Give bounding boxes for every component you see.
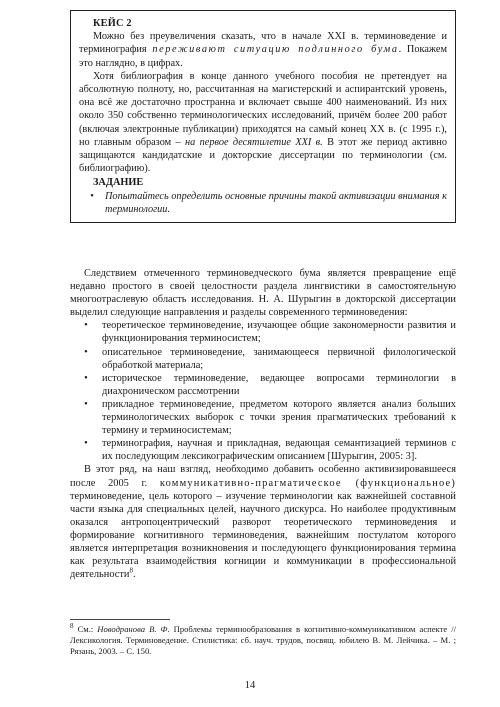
list-item-text: историческое терминоведение, ведающее вопросами терминологии в диахроническом рассмотрении (102, 372, 456, 397)
list-item-text: прикладное терминоведение, предметом которого является анализ больших терминологических выборок с точки зрения прагматических требований к термину и терминосистемам; (102, 398, 456, 437)
bullet-icon: • (84, 320, 88, 332)
case-emphasis: переживают ситуацию подлинного бума (152, 44, 399, 56)
list-item-text: описательное терминоведение, занимающееся первичной филологической обработкой материала; (102, 346, 456, 371)
case-text: . Покажем это наглядно, в цифрах. (79, 44, 447, 69)
paragraph-text: . (132, 569, 136, 581)
bullet-icon: • (84, 346, 88, 358)
list-item-text: терминография, научная и прикладная, ведающая семантизацией терминов с их последующим лексикографическим описанием [Шурыгин, 2005: 3]. (102, 438, 456, 463)
footnote-reference[interactable]: 8 (129, 566, 133, 575)
closing-paragraph (70, 463, 456, 581)
bullet-icon: • (84, 398, 88, 410)
bullet-icon: • (84, 438, 88, 450)
footnote-text: Проблемы терминообразования в когнитивно-коммуникативном аспекте // Лексикология. Терминоведение. Стилистика: сб. науч. трудов, посвящ. юбилею В. М. Лейчика. – М. ; Рязань, 2003. – С. 150. (70, 624, 456, 656)
list-item (70, 437, 456, 463)
case-text: Можно без преувеличения сказать, что в начале XXI в. терминоведение и терминография (79, 31, 447, 56)
task-item (79, 190, 447, 216)
page-number: 14 (244, 680, 256, 691)
footnote-divider (70, 619, 170, 620)
case-text: Хотя библиография в конце данного учебного пособия не претендует на абсолютную полноту, но, рассчитанная на магистерский и аспирантский уровень, она всё же достаточно пространна и включает свыше 400 наименований. Из них около 350 собственно терминологических исследований, причём более 200 работ (включая электронные публикации) приходятся на самый конец XX в. (с 1995 г.), но главным образом – (79, 70, 447, 148)
case-title: КЕЙС 2 (93, 18, 132, 29)
paragraph-text: терминоведение, цель которого – изучение терминологии как важнейшей составной части языка для специальных целей, научного дискурса. Но наиболее продуктивным оказался антропоцентрический разворот теоретического терминоведения и формирование когнитивного терминоведения, важнейшим постулатом которого является интерпретация возникновения и последующего функционирования термина как результата взаимодействия когниции и коммуникации в профессиональной деятельности (70, 490, 456, 581)
case-emphasis: на первое десятилетие XXI в. (185, 136, 323, 148)
list-item (70, 398, 456, 437)
list-item (70, 319, 456, 345)
list-item-text: теоретическое терминоведение, изучающее общие закономерности развития и функционирования терминосистем; (102, 320, 456, 345)
case-paragraph-1 (79, 30, 447, 70)
list-item (70, 372, 456, 398)
bullet-icon: • (90, 190, 94, 202)
footnote-text: См.: (73, 624, 98, 634)
case-study-box (70, 10, 456, 223)
paragraph-text: В этот ряд, на наш взгляд, необходимо добавить особенно активизировавшееся после 2005 г. (70, 464, 456, 489)
bullet-icon: • (84, 372, 88, 384)
footnote (70, 624, 456, 657)
case-paragraph-2 (79, 70, 447, 176)
intro-paragraph: Следствием отмеченного терминоведческого бума является превращение ещё недавно простого в своей целостности раздела лингвистики в самостоятельную многоотраслевую область исследования. Н. А. Шурыгин в докторской диссертации выделил следующие направления и разделы современного терминоведения: (70, 268, 456, 319)
footnote-author: Новодранова В. Ф. (97, 624, 170, 634)
footnote-number: 8 (70, 622, 74, 631)
paragraph-emphasis: коммуникативно-прагматическое (функциональное) (159, 477, 456, 489)
list-item (70, 346, 456, 372)
task-item-text: Попытайтесь определить основные причины такой активизации внимания к терминологии. (105, 190, 447, 215)
task-title: ЗАДАНИЕ (93, 177, 144, 189)
main-text (70, 267, 456, 581)
case-text: В этот же период активно защищаются кандидатские и докторские диссертации по терминологии (см. библиографию). (79, 136, 447, 175)
